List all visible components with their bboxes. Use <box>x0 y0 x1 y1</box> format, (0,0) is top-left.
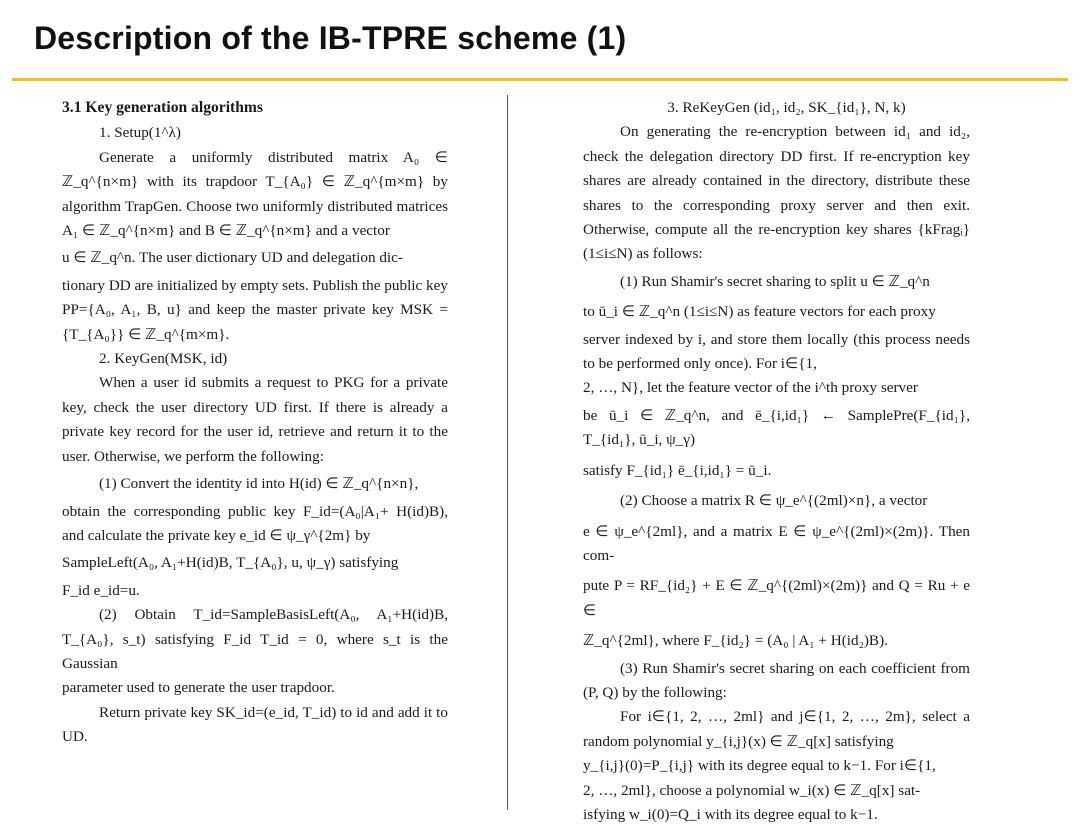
keygen-step2-b: parameter used to generate the user trapdoor. <box>62 679 335 697</box>
rekeygen-text: On generating the re-encryption between id₁ and id₂, check the delegation directory DD first. If re-encryption key shares are already contained in the directory, distribute these shares to the corresponding proxy server and then exit. Otherwise, compute all the re-encryption key shares {kFragᵢ} (1≤i≤N) as follows: <box>583 123 970 263</box>
setup-text-2: u ∈ ℤ_q^n. The user dictionary UD and delegation dic- <box>62 249 403 267</box>
title-underline <box>12 78 1068 81</box>
slide-title: Description of the IB-TPRE scheme (1) <box>34 20 627 56</box>
left-column <box>62 96 448 750</box>
rekeygen-step1-b: to ū_i ∈ ℤ_q^n (1≤i≤N) as feature vectors for each proxy <box>583 303 936 321</box>
rekeygen-step1-c: server indexed by i, and store them locally (this process needs to be performed only once). For i∈{1, <box>583 330 970 373</box>
column-divider <box>507 95 508 810</box>
rekeygen-step1-d: 2, …, N}, let the feature vector of the i^th proxy server <box>583 379 918 397</box>
rekeygen-step3-e: isfying w_i(0)=Q_i with its degree equal to k−1. <box>583 805 878 823</box>
rekeygen-step2-c: pute P = RF_{id₂} + E ∈ ℤ_q^{(2ml)×(2m)} and Q = Ru + e ∈ <box>583 577 970 619</box>
rekeygen-step2-b: e ∈ ψ_e^{2ml}, and a matrix E ∈ ψ_e^{(2ml)×(2m)}. Then com- <box>583 522 970 564</box>
rekeygen-step3-d: 2, …, 2ml}, choose a polynomial w_i(x) ∈ ℤ_q[x] sat- <box>583 781 921 799</box>
keygen-step1-c: SampleLeft(A₀, A₁+H(id)B, T_{A₀}, u, ψ_γ) satisfying <box>62 554 399 572</box>
rekeygen-step1-e: be ū_i ∈ ℤ_q^n, and ē_{i,id₁} ← SamplePre(F_{id₁}, T_{id₁}, ū_i, ψ_γ) <box>583 406 970 449</box>
rekeygen-step1-f: satisfy F_{id₁} ē_{i,id₁} = ū_i. <box>583 461 772 479</box>
setup-heading: 1. Setup(1^λ) <box>99 124 181 142</box>
rekeygen-step3-c: y_{i,j}(0)=P_{i,j} with its degree equal to k−1. For i∈{1, <box>583 757 936 775</box>
rekeygen-step3-b: For i∈{1, 2, …, 2ml} and j∈{1, 2, …, 2m}, select a random polynomial y_{i,j}(x) ∈ ℤ_q[x] satisfying <box>583 708 970 750</box>
rekeygen-step1-a: (1) Run Shamir's secret sharing to split u ∈ ℤ_q^n <box>620 272 930 290</box>
keygen-heading: 2. KeyGen(MSK, id) <box>99 350 228 368</box>
keygen-step2: (2) Obtain T_id=SampleBasisLeft(A₀, A₁+H(id)B, T_{A₀}, s_t) satisfying F_id T_id = 0, where s_t is the Gaussian <box>62 606 448 672</box>
rekeygen-step3-a: (3) Run Shamir's secret sharing on each coefficient from (P, Q) by the following: <box>583 659 970 701</box>
setup-text-1: Generate a uniformly distributed matrix A₀ ∈ ℤ_q^{n×m} with its trapdoor T_{A₀} ∈ ℤ_q^{m×m} by algorithm TrapGen. Choose two uniformly distributed matrices A₁ ∈ ℤ_q^{n×m} and B ∈ ℤ_q^{n×m} and a vector <box>62 148 448 240</box>
rekeygen-step2-d: ℤ_q^{2ml}, where F_{id₂} = (A₀ | A₁ + H(id₂)B). <box>583 632 888 650</box>
keygen-step1-d: F_id e_id=u. <box>62 581 140 599</box>
setup-text-3: tionary DD are initialized by empty sets. Publish the public key PP={A₀, A₁, B, u} and keep the master private key MSK = {T_{A₀}} ∈ ℤ_q^{m×m}. <box>62 276 448 343</box>
keygen-step1-a: (1) Convert the identity id into H(id) ∈ ℤ_q^{n×n}, <box>99 475 419 493</box>
keygen-return: Return private key SK_id=(e_id, T_id) to id and add it to UD. <box>62 703 448 746</box>
section-heading: 3.1 Key generation algorithms <box>62 99 263 116</box>
rekeygen-step2-a: (2) Choose a matrix R ∈ ψ_e^{(2ml)×n}, a vector <box>620 492 928 510</box>
rekeygen-heading: 3. ReKeyGen (id₁, id₂, SK_{id₁}, N, k) <box>667 99 906 116</box>
keygen-text: When a user id submits a request to PKG for a private key, check the user directory UD first. If there is already a private key record for the user id, retrieve and return it to the user. Otherwise, we perform the following: <box>62 374 448 465</box>
keygen-step1-b: obtain the corresponding public key F_id=(A₀|A₁+ H(id)B), and calculate the private key e_id ∈ ψ_γ^{2m} by <box>62 502 448 544</box>
right-column <box>583 96 970 827</box>
